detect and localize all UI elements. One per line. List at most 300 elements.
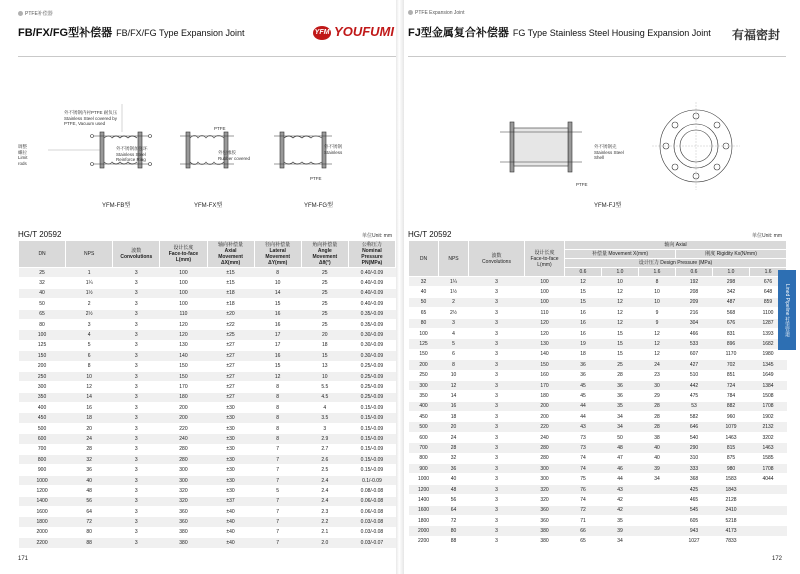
table-cell: 28: [639, 422, 676, 432]
table-cell: 0.40/-0.09: [348, 278, 395, 288]
table-cell: 25: [301, 288, 348, 298]
table-cell: 20: [66, 423, 113, 433]
table-cell: 300: [409, 380, 439, 390]
table-cell: 1708: [750, 401, 787, 411]
table-cell: 35: [602, 401, 639, 411]
table-cell: 1000: [409, 474, 439, 484]
table-cell: 4044: [750, 474, 787, 484]
th-len-en: Face-to-face L(mm): [530, 255, 559, 268]
table-row: [409, 401, 787, 411]
table-cell: 10: [639, 287, 676, 297]
table-cell: 475: [676, 391, 713, 401]
table-cell: 0.03/-0.07: [348, 538, 395, 548]
table-row: [409, 536, 787, 546]
table-cell: 3: [469, 464, 525, 474]
th-cn: 径向补偿量: [265, 242, 291, 248]
table-row: [409, 474, 787, 484]
table-cell: 3: [469, 536, 525, 546]
table-cell: 7: [254, 475, 301, 485]
table-cell: 0.03/-0.08: [348, 527, 395, 537]
table-cell: 700: [409, 443, 439, 453]
table-row: [19, 475, 396, 485]
title-cn: FB/FX/FG型补偿器: [18, 27, 113, 39]
table-cell: 5218: [713, 515, 750, 525]
table-cell: 280: [160, 455, 207, 465]
table-cell: 3: [113, 319, 160, 329]
table-row: [409, 391, 787, 401]
book-spine: [396, 0, 404, 574]
table-cell: 36: [565, 360, 602, 370]
table-cell: 3: [113, 268, 160, 278]
table-cell: 3: [469, 308, 525, 318]
table-cell: 3: [469, 370, 525, 380]
table-cell: 2200: [409, 536, 439, 546]
th-pressure-3: 0.6: [676, 268, 713, 277]
table-cell: 607: [676, 349, 713, 359]
table-cell: 3: [113, 382, 160, 392]
table-cell: 3: [113, 413, 160, 423]
table-cell: 192: [676, 277, 713, 287]
table-cell: 2½: [66, 309, 113, 319]
table-cell: 0.25/-0.09: [348, 382, 395, 392]
table-row: [19, 361, 396, 371]
table-row: [409, 515, 787, 525]
table-row: [19, 268, 396, 278]
table-cell: 380: [160, 527, 207, 537]
table-cell: 380: [525, 526, 565, 536]
table-cell: ±30: [207, 455, 254, 465]
table-cell: 3: [113, 423, 160, 433]
table-cell: 34: [602, 422, 639, 432]
table-cell: 600: [409, 432, 439, 442]
table-cell: 76: [565, 484, 602, 494]
table-cell: 88: [66, 538, 113, 548]
table-cell: ±27: [207, 382, 254, 392]
table-cell: 125: [409, 339, 439, 349]
table-cell: 3: [469, 297, 525, 307]
table-cell: 34: [602, 412, 639, 422]
table-cell: 0.35/-0.09: [348, 309, 395, 319]
table-cell: 16: [254, 319, 301, 329]
table-cell: 960: [713, 412, 750, 422]
th-col-1: [66, 241, 113, 268]
table-cell: 700: [19, 444, 66, 454]
table-cell: 7: [254, 465, 301, 475]
table-cell: 3: [469, 474, 525, 484]
table-cell: 6: [439, 349, 469, 359]
table-cell: 702: [713, 360, 750, 370]
note-rubber: 外包橡胶: [218, 150, 236, 155]
table-cell: 1384: [750, 380, 787, 390]
table-cell: 0.06/-0.08: [348, 506, 395, 516]
table-cell: [639, 515, 676, 525]
table-cell: 1800: [409, 515, 439, 525]
table-cell: 3: [113, 517, 160, 527]
table-cell: 1½: [439, 287, 469, 297]
table-cell: 2.4: [301, 486, 348, 496]
table-cell: 3: [469, 380, 525, 390]
table-cell: 4173: [713, 526, 750, 536]
table-cell: 280: [525, 443, 565, 453]
table-cell: 50: [602, 432, 639, 442]
table-cell: 2.6: [301, 455, 348, 465]
table-cell: 0.15/-0.09: [348, 444, 395, 454]
table-cell: 28: [66, 444, 113, 454]
table-cell: 64: [439, 505, 469, 515]
table-cell: 7: [254, 455, 301, 465]
th-col-2: [113, 241, 160, 268]
table-cell: 0.1/-0.09: [348, 475, 395, 485]
table-cell: 14: [66, 392, 113, 402]
section-side-tab[interactable]: Lined Pipeline 衬里管道: [778, 270, 796, 350]
table-cell: 200: [160, 413, 207, 423]
expansion-joint-drawings: [18, 66, 396, 216]
unit-label: 单位Unit: mm: [361, 233, 392, 239]
table-cell: 56: [66, 496, 113, 506]
table-cell: 250: [409, 370, 439, 380]
table-cell: 44: [602, 474, 639, 484]
table-cell: 2000: [19, 527, 66, 537]
table-cell: 130: [160, 340, 207, 350]
table-cell: 500: [409, 422, 439, 432]
table-cell: 1079: [713, 422, 750, 432]
table-cell: 1000: [19, 475, 66, 485]
table-cell: 605: [676, 515, 713, 525]
table-cell: 3: [469, 443, 525, 453]
table-cell: 0.30/-0.09: [348, 351, 395, 361]
th-nps: NPS: [439, 241, 469, 277]
page-right: [408, 8, 786, 566]
table-cell: 3: [469, 484, 525, 494]
table-cell: 3: [113, 330, 160, 340]
table-cell: 38: [639, 432, 676, 442]
table-cell: 16: [254, 351, 301, 361]
table-cell: 360: [160, 517, 207, 527]
table-cell: 50: [19, 299, 66, 309]
table-cell: ±40: [207, 538, 254, 548]
note-ptfe: PTFE: [576, 182, 588, 187]
table-cell: 0.30/-0.09: [348, 340, 395, 350]
table-cell: 360: [525, 515, 565, 525]
table-cell: 3: [113, 278, 160, 288]
table-cell: 12: [254, 371, 301, 381]
table-cell: 1287: [750, 318, 787, 328]
table-cell: 36: [602, 380, 639, 390]
table-row: [409, 297, 787, 307]
table-cell: 32: [66, 455, 113, 465]
standard-label: HG/T 20592: [408, 230, 452, 239]
table-cell: 25: [301, 278, 348, 288]
table-cell: 34: [639, 474, 676, 484]
table-cell: 1600: [409, 505, 439, 515]
table-cell: 360: [160, 506, 207, 516]
table-cell: 3: [113, 288, 160, 298]
table-row: [19, 506, 396, 516]
table-cell: 1463: [713, 432, 750, 442]
table-cell: 120: [160, 319, 207, 329]
table-cell: 648: [750, 287, 787, 297]
th-col-6: [301, 241, 348, 268]
table-cell: 53: [676, 401, 713, 411]
product-figure-fj: [408, 66, 786, 216]
table-cell: 30: [639, 380, 676, 390]
table-cell: ±30: [207, 413, 254, 423]
table-cell: 3202: [750, 432, 787, 442]
table-cell: 32: [409, 277, 439, 287]
table-row: [19, 517, 396, 527]
note-limit-rods: 调整 螺拉 Limit rods: [18, 144, 28, 166]
table-cell: 10: [439, 370, 469, 380]
table-cell: 0.15/-0.09: [348, 413, 395, 423]
table-cell: 600: [19, 434, 66, 444]
table-cell: 0.25/-0.09: [348, 361, 395, 371]
table-cell: 12: [639, 328, 676, 338]
table-cell: 25: [602, 360, 639, 370]
table-cell: 320: [160, 486, 207, 496]
table-cell: 16: [565, 308, 602, 318]
table-cell: 1170: [713, 349, 750, 359]
table-row: [19, 486, 396, 496]
table-cell: 2.2: [301, 517, 348, 527]
table-row: [409, 526, 787, 536]
table-cell: 12: [602, 318, 639, 328]
table-cell: 48: [66, 486, 113, 496]
table-row: [19, 413, 396, 423]
table-cell: 24: [66, 434, 113, 444]
table-cell: 10: [254, 278, 301, 288]
table-cell: 3: [113, 506, 160, 516]
table-cell: 208: [676, 287, 713, 297]
table-cell: 510: [676, 370, 713, 380]
table-cell: 4: [439, 328, 469, 338]
table-cell: 15: [602, 328, 639, 338]
table-cell: 3: [113, 434, 160, 444]
title-rule: [18, 56, 396, 57]
table-cell: 40: [66, 475, 113, 485]
table-cell: 56: [439, 495, 469, 505]
table-cell: 3: [113, 403, 160, 413]
table-cell: 19: [565, 339, 602, 349]
th-col-3: [160, 241, 207, 268]
table-cell: 3: [469, 318, 525, 328]
table-cell: 25: [19, 268, 66, 278]
spec-table-right: [408, 240, 787, 547]
table-cell: 45: [565, 380, 602, 390]
table-cell: 882: [713, 401, 750, 411]
standard-label: HG/T 20592: [18, 230, 62, 239]
table-cell: 3: [113, 486, 160, 496]
table-cell: 1200: [409, 484, 439, 494]
th-col-5: [254, 241, 301, 268]
table-cell: 12: [602, 287, 639, 297]
table-row: [409, 443, 787, 453]
table-cell: ±18: [207, 299, 254, 309]
table-cell: 140: [525, 349, 565, 359]
table-cell: 250: [19, 371, 66, 381]
table-row: [409, 380, 787, 390]
th-en: Lateral Movement ΔY(mm): [265, 248, 291, 266]
table-cell: 0.35/-0.09: [348, 319, 395, 329]
table-cell: 3: [469, 526, 525, 536]
table-cell: 34: [602, 536, 639, 546]
table-cell: 0.06/-0.08: [348, 496, 395, 506]
table-cell: ±30: [207, 475, 254, 485]
table-cell: 42: [602, 505, 639, 515]
table-cell: 350: [19, 392, 66, 402]
table-cell: 209: [676, 297, 713, 307]
bullet-icon: [18, 11, 23, 16]
table-cell: 0.40/-0.09: [348, 299, 395, 309]
table-cell: 320: [525, 495, 565, 505]
table-cell: 875: [713, 453, 750, 463]
table-cell: 851: [713, 370, 750, 380]
table-cell: 10: [301, 371, 348, 381]
table-cell: 17: [254, 330, 301, 340]
table-cell: ±40: [207, 527, 254, 537]
table-cell: 23: [639, 370, 676, 380]
th-movement: 补偿量 Movement X(mm): [565, 250, 676, 259]
table-cell: 12: [602, 308, 639, 318]
table-cell: [639, 536, 676, 546]
note-ss-shell: 外不锈钢壳 Stainless Steel Shell: [594, 144, 624, 160]
table-cell: 1200: [19, 486, 66, 496]
table-cell: 0.15/-0.09: [348, 455, 395, 465]
table-cell: 15: [602, 349, 639, 359]
table-cell: 240: [160, 434, 207, 444]
table-cell: 110: [525, 308, 565, 318]
table-cell: 2: [439, 297, 469, 307]
note-ptfe2: PTFE: [310, 176, 322, 181]
table-cell: ±27: [207, 392, 254, 402]
table-cell: 13: [301, 361, 348, 371]
table-cell: 216: [676, 308, 713, 318]
th-conv-en: Convolutions: [482, 258, 511, 265]
table-cell: [750, 505, 787, 515]
table-cell: [639, 505, 676, 515]
table-cell: 2000: [409, 526, 439, 536]
table-row: [19, 340, 396, 350]
table-cell: 400: [19, 403, 66, 413]
table-cell: 3: [469, 505, 525, 515]
table-cell: ±30: [207, 486, 254, 496]
table-cell: 1649: [750, 370, 787, 380]
th-pressure-0: 0.6: [565, 268, 602, 277]
table-cell: 3: [469, 495, 525, 505]
table-cell: 3: [469, 339, 525, 349]
table-cell: 40: [19, 288, 66, 298]
table-cell: 676: [750, 277, 787, 287]
table-cell: 3: [469, 391, 525, 401]
table-cell: 100: [160, 278, 207, 288]
table-cell: 2200: [19, 538, 66, 548]
table-cell: 646: [676, 422, 713, 432]
table-cell: 300: [19, 382, 66, 392]
table-cell: 2.4: [301, 475, 348, 485]
table-cell: 72: [66, 517, 113, 527]
table-cell: 15: [254, 299, 301, 309]
table-cell: 1¼: [66, 278, 113, 288]
table-cell: 568: [713, 308, 750, 318]
table-cell: 65: [19, 309, 66, 319]
table-cell: 7: [254, 444, 301, 454]
th-en: Convolutions: [120, 254, 153, 260]
th-pressure-2: 1.6: [639, 268, 676, 277]
page-title: [18, 24, 245, 40]
table-cell: 36: [439, 464, 469, 474]
table-cell: 8: [639, 277, 676, 287]
table-row: [409, 484, 787, 494]
table-cell: 2½: [439, 308, 469, 318]
table-cell: 10: [602, 277, 639, 287]
table-cell: 200: [525, 401, 565, 411]
table-cell: ±27: [207, 340, 254, 350]
table-cell: 0.15/-0.09: [348, 465, 395, 475]
table-cell: 24: [439, 432, 469, 442]
table-cell: 380: [160, 538, 207, 548]
table-cell: 32: [19, 278, 66, 288]
table-cell: 110: [160, 309, 207, 319]
table-cell: 2: [66, 299, 113, 309]
th-conv-cn: 波数: [491, 252, 502, 259]
table-cell: 36: [66, 465, 113, 475]
table-cell: 16: [439, 401, 469, 411]
table-cell: [639, 526, 676, 536]
table-cell: 18: [439, 412, 469, 422]
table-row: [19, 382, 396, 392]
table-cell: 465: [676, 495, 713, 505]
table-cell: 200: [525, 412, 565, 422]
table-cell: 15: [602, 339, 639, 349]
table-cell: 36: [602, 391, 639, 401]
table-cell: 48: [439, 484, 469, 494]
table-cell: 0.40/-0.09: [348, 288, 395, 298]
table-cell: 20: [301, 330, 348, 340]
table-cell: 2.9: [301, 434, 348, 444]
table-cell: 75: [565, 474, 602, 484]
table-row: [409, 339, 787, 349]
table-cell: 6: [66, 351, 113, 361]
table-cell: ±30: [207, 423, 254, 433]
table-cell: 3: [113, 496, 160, 506]
table-cell: 40: [639, 453, 676, 463]
table-cell: 100: [525, 277, 565, 287]
th-col-4: [207, 241, 254, 268]
table-cell: 1708: [750, 464, 787, 474]
table-cell: 896: [713, 339, 750, 349]
table-cell: 150: [409, 349, 439, 359]
caption-fg: YFM-FG型: [304, 203, 333, 209]
table-row: [19, 403, 396, 413]
table-cell: 2.1: [301, 527, 348, 537]
table-cell: 5.5: [301, 382, 348, 392]
table-cell: 300: [160, 475, 207, 485]
table-cell: 3: [469, 412, 525, 422]
table-cell: 0.25/-0.09: [348, 392, 395, 402]
table-row: [19, 434, 396, 444]
th-cn: 轴向补偿量: [218, 242, 244, 248]
table-cell: 15: [254, 361, 301, 371]
table-cell: 3: [113, 538, 160, 548]
table-row: [19, 392, 396, 402]
brand-logo-cn: 有福密封: [731, 28, 780, 42]
table-cell: 427: [676, 360, 713, 370]
table-cell: 4: [301, 403, 348, 413]
th-cn: 波数: [131, 248, 142, 254]
table-cell: 304: [676, 318, 713, 328]
th-design-pressure: 设计压力 Design Pressure (MPa): [565, 259, 787, 268]
table-cell: 73: [565, 432, 602, 442]
table-cell: 100: [19, 330, 66, 340]
